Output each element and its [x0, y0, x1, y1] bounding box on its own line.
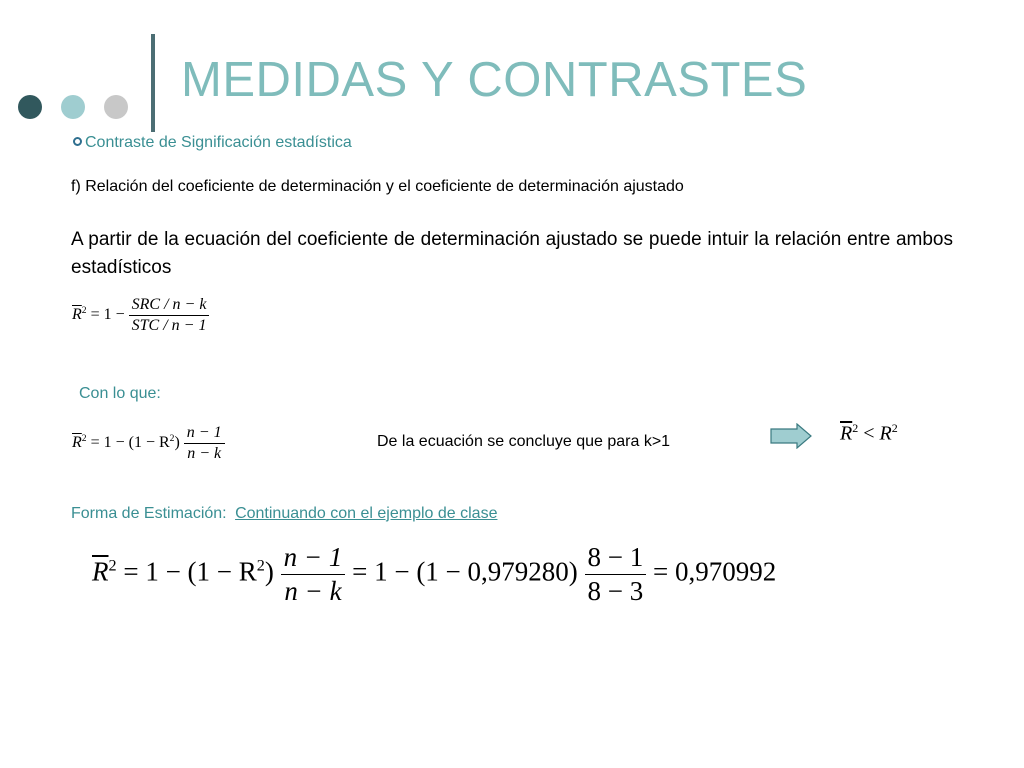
eq2-denominator: n − k	[187, 445, 222, 462]
section-heading: f) Relación del coeficiente de determinación y el coeficiente de determinación ajustado	[71, 178, 684, 195]
eq1-lhs-r: $\overline{R}$	[72, 306, 82, 324]
eq3-fraction1	[281, 542, 346, 607]
eq2-rhs-b: )	[174, 434, 180, 452]
eq2-fraction	[184, 424, 225, 463]
eq3-part1: = 1 − (1 − R	[123, 556, 257, 587]
eq3-f1-denominator: n − k	[284, 576, 342, 606]
eq2-rhs-a: = 1 − (1 − R	[90, 434, 170, 452]
conclusion-text: De la ecuación se concluye que para k>1	[377, 433, 671, 450]
eq3-part1-end: )	[264, 556, 274, 587]
eq3-lhs-sup: 2	[108, 556, 117, 575]
eq1-operator: = 1 −	[90, 306, 125, 324]
decor-dot-dark	[18, 95, 42, 119]
bullet-ring-icon	[73, 137, 82, 146]
result-lhs-sup: 2	[852, 421, 859, 435]
eq3-part1-sup: 2	[256, 556, 265, 575]
eq2-lhs-r: $\overline{R}$	[72, 434, 82, 452]
eq1-denominator: STC / n − 1	[131, 317, 207, 334]
result-operator: <	[863, 422, 875, 445]
result-rhs-sup: 2	[891, 421, 898, 435]
eq1-fraction	[129, 296, 210, 335]
bullet-label: Contraste de Significación estadística	[85, 134, 352, 151]
con-lo-que-label: Con lo que:	[79, 385, 161, 402]
eq3-fraction2	[585, 542, 647, 607]
eq3-part2: = 1 − (1 − 0,979280)	[352, 556, 578, 587]
eq3-f2-denominator: 8 − 3	[587, 576, 644, 606]
eq2-lhs-sup: 2	[81, 432, 87, 444]
result-inequality	[840, 421, 898, 446]
result-rhs: R	[879, 422, 892, 445]
right-arrow-icon	[770, 423, 812, 449]
eq3-f1-numerator: n − 1	[281, 542, 346, 575]
forma-line	[71, 505, 497, 523]
eq1-lhs-sup: 2	[81, 304, 87, 316]
intro-paragraph: A partir de la ecuación del coeficiente de determinación ajustado se puede intuir la relación entre ambos estadísticos	[71, 229, 953, 278]
title-divider	[151, 34, 155, 132]
equation-estimation	[92, 542, 776, 607]
equation-adjusted-r2	[72, 296, 209, 335]
eq3-part3: = 0,970992	[653, 556, 777, 587]
result-lhs: $\overline{R}$	[840, 422, 853, 445]
eq2-rhs-sup: 2	[169, 432, 175, 444]
decor-dot-light	[61, 95, 85, 119]
equation-relation	[72, 424, 225, 463]
eq3-lhs-r: $\overline{R}$	[92, 556, 109, 587]
eq3-f2-numerator: 8 − 1	[585, 542, 647, 575]
bullet-item	[73, 134, 352, 152]
eq2-numerator: n − 1	[184, 424, 225, 444]
decor-dot-gray	[104, 95, 128, 119]
ejemplo-link[interactable]: Continuando con el ejemplo de clase	[235, 505, 498, 522]
forma-label: Forma de Estimación:	[71, 505, 227, 522]
eq1-numerator: SRC / n − k	[129, 296, 210, 316]
slide-title: MEDIDAS Y CONTRASTES	[181, 53, 808, 107]
